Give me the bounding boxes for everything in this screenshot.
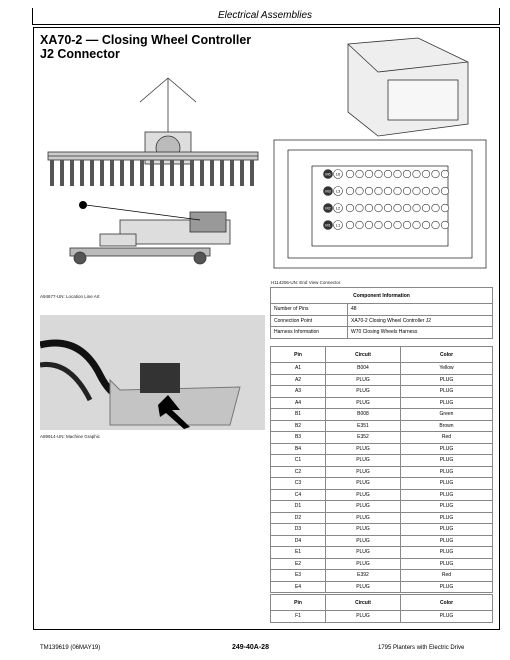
color-cell: PLUG xyxy=(401,501,493,513)
connector-pin xyxy=(441,187,449,195)
row-unit-shape xyxy=(170,160,174,186)
table-row xyxy=(271,489,493,501)
connector-pin xyxy=(403,170,411,178)
info-value: W70 Closing Wheels Harness xyxy=(348,327,493,339)
color-cell: Brown xyxy=(401,420,493,432)
pin-cell: D4 xyxy=(271,535,326,547)
cavity-label: L1 xyxy=(335,222,341,228)
connector-pin xyxy=(346,187,354,195)
connector-pin xyxy=(375,221,383,229)
cavity-label: M6 xyxy=(325,171,331,177)
header-title: Electrical Assemblies xyxy=(217,10,313,21)
color-header: Color xyxy=(401,347,493,363)
pin-cell: E3 xyxy=(271,570,326,582)
circuit-cell: B008 xyxy=(326,409,401,421)
connector-pin xyxy=(403,221,411,229)
footer-doc-id: TM139619 (06MAY19) xyxy=(40,645,101,651)
pin-cell: E4 xyxy=(271,581,326,593)
machine-caption: A89914-UN: Machine Graphic xyxy=(40,434,101,439)
pin-cell: C3 xyxy=(271,478,326,490)
connector-pin xyxy=(365,204,373,212)
row-unit-shape xyxy=(140,160,144,186)
circuit-header: Circuit xyxy=(326,347,401,363)
circuit-cell: PLUG xyxy=(326,524,401,536)
connector-pin xyxy=(356,170,364,178)
color-cell: PLUG xyxy=(401,611,493,623)
connector-pin xyxy=(394,187,402,195)
color-cell: PLUG xyxy=(401,386,493,398)
row-unit-shape xyxy=(200,160,204,186)
cavity-label: M2 xyxy=(325,205,331,211)
footer-product: 1795 Planters with Electric Drive xyxy=(378,645,465,651)
color-cell: PLUG xyxy=(401,524,493,536)
pin-cell: D1 xyxy=(271,501,326,513)
connector-end-view xyxy=(268,32,493,277)
color-cell: PLUG xyxy=(401,535,493,547)
connector-pin xyxy=(422,187,430,195)
table-row xyxy=(271,397,493,409)
cavity-label: M3 xyxy=(325,188,331,194)
color-cell: PLUG xyxy=(401,489,493,501)
connector-pin xyxy=(403,204,411,212)
machine-photo xyxy=(40,315,265,430)
table-row xyxy=(271,581,493,593)
pin-cell: E2 xyxy=(271,558,326,570)
row-unit-shape xyxy=(240,160,244,186)
circuit-cell: PLUG xyxy=(326,512,401,524)
circuit-cell: PLUG xyxy=(326,386,401,398)
connector-caption: H114206-UN: End View Connector xyxy=(271,280,341,285)
connector-pin xyxy=(356,221,364,229)
color-cell: PLUG xyxy=(401,558,493,570)
connector-pin xyxy=(365,221,373,229)
circuit-cell: PLUG xyxy=(326,547,401,559)
pin-header: Pin xyxy=(271,347,326,363)
pin-table-2 xyxy=(270,594,493,623)
connector-pin xyxy=(403,187,411,195)
pin-cell: A3 xyxy=(271,386,326,398)
connector-pin xyxy=(356,187,364,195)
connector-pin xyxy=(432,170,440,178)
pin-cell: C4 xyxy=(271,489,326,501)
pin-cell: B1 xyxy=(271,409,326,421)
connector-pin xyxy=(384,204,392,212)
component-info-table xyxy=(270,287,493,339)
circuit-cell: PLUG xyxy=(326,443,401,455)
table-row xyxy=(271,363,493,375)
pin-cell: B2 xyxy=(271,420,326,432)
connector-pin xyxy=(346,221,354,229)
connector-pin xyxy=(413,221,421,229)
connector-pin xyxy=(375,204,383,212)
connector-pin xyxy=(394,204,402,212)
color-cell: PLUG xyxy=(401,478,493,490)
table-row xyxy=(271,512,493,524)
color-cell: PLUG xyxy=(401,397,493,409)
location-line-art xyxy=(40,72,265,290)
pin-table xyxy=(270,346,493,593)
cavity-label: M1 xyxy=(325,222,331,228)
connector-pin xyxy=(384,221,392,229)
info-label: Connection Point xyxy=(271,315,348,327)
color-cell: PLUG xyxy=(401,455,493,467)
row-unit-shape xyxy=(230,160,234,186)
pin-cell: C1 xyxy=(271,455,326,467)
circuit-cell: PLUG xyxy=(326,489,401,501)
color-cell: PLUG xyxy=(401,581,493,593)
info-label: Number of Pins xyxy=(271,304,348,316)
color-cell: PLUG xyxy=(401,512,493,524)
row-unit-shape xyxy=(160,160,164,186)
color-cell: Red xyxy=(401,570,493,582)
table-row xyxy=(271,558,493,570)
info-label: Harness Information xyxy=(271,327,348,339)
table-row xyxy=(271,570,493,582)
circuit-cell: E392 xyxy=(326,570,401,582)
table-row xyxy=(271,611,493,623)
row-unit-shape xyxy=(110,160,114,186)
row-unit-shape xyxy=(100,160,104,186)
component-info-heading: Component Information xyxy=(271,288,493,304)
connector-pin xyxy=(432,221,440,229)
row-unit-shape xyxy=(150,160,154,186)
pin-cell: A2 xyxy=(271,374,326,386)
cavity-label: L2 xyxy=(335,205,341,211)
location-callout-dot xyxy=(79,201,87,209)
table-row xyxy=(271,374,493,386)
connector-pin xyxy=(394,221,402,229)
table-row xyxy=(271,386,493,398)
connector-pin xyxy=(384,170,392,178)
connector-pin xyxy=(384,187,392,195)
pin-cell: D3 xyxy=(271,524,326,536)
color-cell: Red xyxy=(401,432,493,444)
circuit-cell: E351 xyxy=(326,420,401,432)
row-unit-shape xyxy=(60,160,64,186)
location-caption: A94677-UN: Location Line Art xyxy=(40,294,100,299)
connector-pin xyxy=(441,204,449,212)
pin-cell: A1 xyxy=(271,363,326,375)
page-title: XA70-2 — Closing Wheel Controller J2 Connector xyxy=(40,33,252,61)
circuit-cell: PLUG xyxy=(326,397,401,409)
circuit-cell: PLUG xyxy=(326,535,401,547)
circuit-cell: PLUG xyxy=(326,611,401,623)
connector-pin xyxy=(413,204,421,212)
cavity-label: L3 xyxy=(335,188,341,194)
color-cell: PLUG xyxy=(401,443,493,455)
table-row xyxy=(271,455,493,467)
circuit-cell: E352 xyxy=(326,432,401,444)
row-unit-shape xyxy=(220,160,224,186)
connector-pin xyxy=(422,170,430,178)
color-header: Color xyxy=(401,595,493,611)
row-unit-shape xyxy=(80,160,84,186)
pin-cell: B4 xyxy=(271,443,326,455)
row-unit-shape xyxy=(210,160,214,186)
color-cell: PLUG xyxy=(401,466,493,478)
table-row xyxy=(271,478,493,490)
pin-cell: F1 xyxy=(271,611,326,623)
row-unit-shape xyxy=(90,160,94,186)
connector-pin xyxy=(413,187,421,195)
circuit-cell: B004 xyxy=(326,363,401,375)
pin-cell: D2 xyxy=(271,512,326,524)
circuit-cell: PLUG xyxy=(326,558,401,570)
row-unit-shape xyxy=(130,160,134,186)
connector-pin xyxy=(422,221,430,229)
connector-pin xyxy=(356,204,364,212)
row-unit-shape xyxy=(120,160,124,186)
pin-cell: C2 xyxy=(271,466,326,478)
table-row xyxy=(271,466,493,478)
circuit-cell: PLUG xyxy=(326,466,401,478)
row-unit-shape xyxy=(190,160,194,186)
pin-cell: A4 xyxy=(271,397,326,409)
table-row xyxy=(271,443,493,455)
table-row xyxy=(271,432,493,444)
connector-pin xyxy=(375,170,383,178)
connector-pin xyxy=(441,221,449,229)
row-unit-shape xyxy=(50,160,54,186)
pin-cell: B3 xyxy=(271,432,326,444)
connector-pin xyxy=(346,204,354,212)
connector-pin xyxy=(422,204,430,212)
row-unit-shape xyxy=(70,160,74,186)
connector-pin xyxy=(365,187,373,195)
color-cell: PLUG xyxy=(401,374,493,386)
row-unit-shape xyxy=(180,160,184,186)
color-cell: PLUG xyxy=(401,547,493,559)
table-row xyxy=(271,535,493,547)
table-row xyxy=(271,409,493,421)
circuit-cell: PLUG xyxy=(326,478,401,490)
table-row xyxy=(271,420,493,432)
info-value: 48 xyxy=(348,304,493,316)
connector-pin xyxy=(413,170,421,178)
connector-pin xyxy=(432,204,440,212)
cavity-label: L6 xyxy=(335,171,341,177)
connector-pin xyxy=(441,170,449,178)
info-value: XA70-2 Closing Wheel Controller J2 xyxy=(348,315,493,327)
pin-cell: E1 xyxy=(271,547,326,559)
row-unit-shape xyxy=(250,160,254,186)
circuit-header: Circuit xyxy=(326,595,401,611)
footer-page-number: 249-40A-28 xyxy=(232,644,269,651)
circuit-cell: PLUG xyxy=(326,581,401,593)
table-row xyxy=(271,501,493,513)
circuit-cell: PLUG xyxy=(326,455,401,467)
table-row xyxy=(271,524,493,536)
pin-header: Pin xyxy=(271,595,326,611)
connector-pin xyxy=(365,170,373,178)
connector-pin xyxy=(432,187,440,195)
circuit-cell: PLUG xyxy=(326,374,401,386)
circuit-cell: PLUG xyxy=(326,501,401,513)
color-cell: Green xyxy=(401,409,493,421)
table-row xyxy=(271,547,493,559)
connector-pin xyxy=(346,170,354,178)
connector-pin xyxy=(375,187,383,195)
color-cell: Yellow xyxy=(401,363,493,375)
connector-pin xyxy=(394,170,402,178)
